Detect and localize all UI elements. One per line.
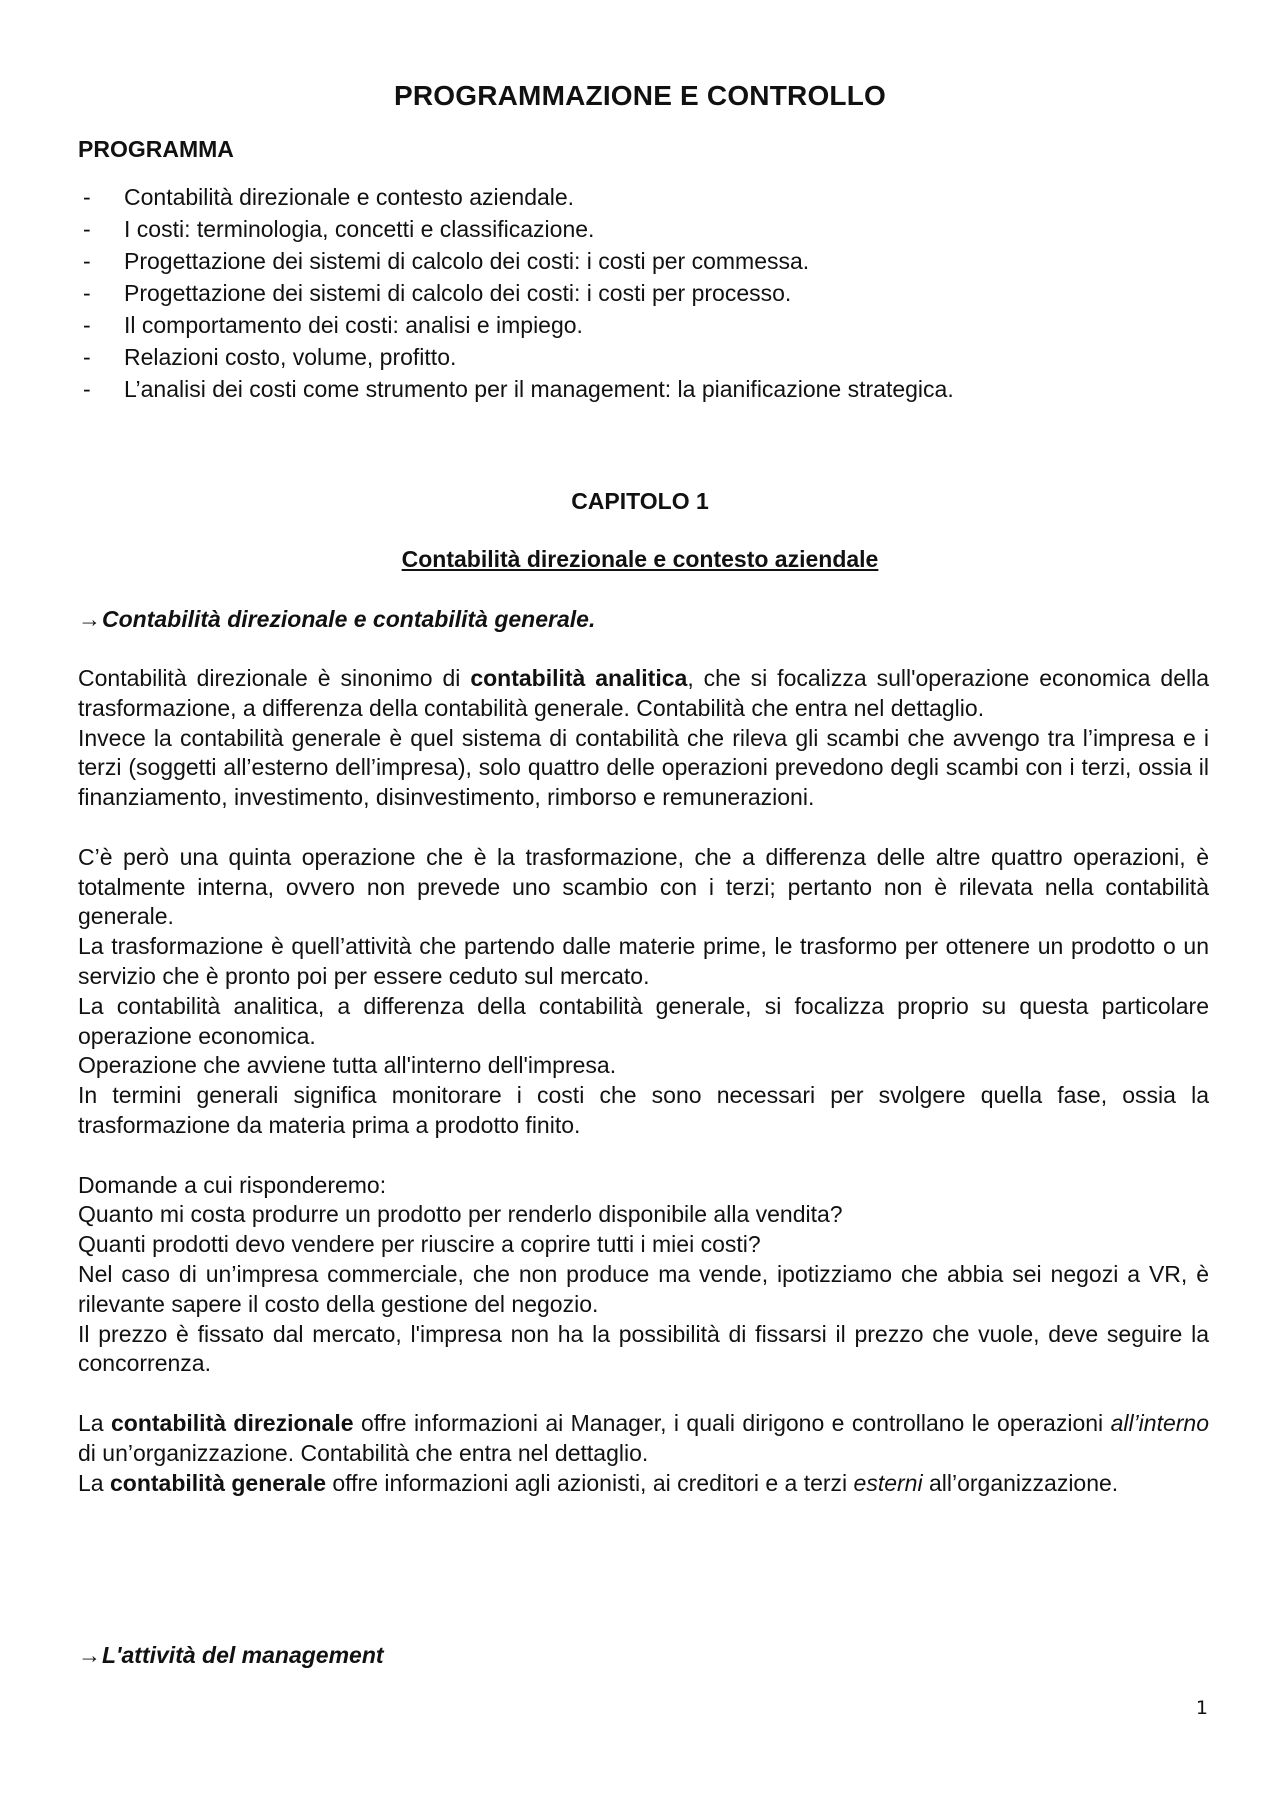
paragraph: Domande a cui risponderemo:: [78, 1171, 387, 1198]
document-title: PROGRAMMAZIONE E CONTROLLO: [393, 80, 887, 111]
paragraph: Quanto mi costa produrre un prodotto per renderlo disponibile alla vendita?: [78, 1201, 843, 1228]
paragraph: In termini generali significa monitorare i costi che sono necessari per svolgere quella fase, ossia la trasformazione da materia prima a prodotto finito.: [78, 1082, 1209, 1138]
dash-bullet: -: [83, 312, 91, 338]
list-item: - Progettazione dei sistemi di calcolo dei costi: i costi per processo.: [78, 277, 1208, 309]
list-item: - Il comportamento dei costi: analisi e impiego.: [78, 309, 1208, 341]
dash-bullet: -: [83, 184, 91, 210]
list-item: - Contabilità direzionale e contesto aziendale.: [78, 181, 1208, 213]
dash-bullet: -: [83, 216, 91, 242]
dash-bullet: -: [83, 344, 91, 370]
paragraph: La trasformazione è quell’attività che partendo dalle materie prime, le trasformo per ottenere un prodotto o un servizio che è pronto poi per essere ceduto sul mercato.: [78, 933, 1209, 989]
paragraph: Contabilità direzionale è sinonimo di contabilità analitica, che si focalizza sull'operazione economica della trasformazione, a differenza della contabilità generale. Contabilità che entra nel dettaglio.: [78, 665, 1209, 721]
list-item: - I costi: terminologia, concetti e classificazione.: [78, 213, 1208, 245]
arrow-right-icon: →: [78, 1642, 101, 1668]
paragraph: Invece la contabilità generale è quel sistema di contabilità che rileva gli scambi che avvengo tra l’impresa e i terzi (soggetti all’esterno dell’impresa), solo quattro delle operazioni prevedono degli scambi con i terzi, ossia il finanziamento, investimento, disinvestimento, rimborso e remunerazioni.: [78, 724, 1209, 811]
dash-bullet: -: [83, 248, 91, 274]
page-number: 1: [1195, 1697, 1208, 1719]
paragraph: La contabilità generale offre informazioni agli azionisti, ai creditori e a terzi esterni all’organizzazione.: [78, 1469, 1119, 1496]
dash-bullet: -: [83, 376, 91, 402]
list-item: - Progettazione dei sistemi di calcolo dei costi: i costi per commessa.: [78, 245, 1208, 277]
arrow-right-icon: →: [78, 606, 101, 632]
section-heading-management: →L'attività del management: [78, 1642, 384, 1668]
list-item: - L’analisi dei costi come strumento per il management: la pianificazione strategica.: [78, 373, 1208, 405]
paragraph: Operazione che avviene tutta all'interno dell'impresa.: [78, 1052, 617, 1079]
dash-bullet: -: [83, 280, 91, 306]
programma-list: [78, 181, 1208, 405]
chapter-subtitle: Contabilità direzionale e contesto aziendale: [401, 546, 879, 572]
section-heading-contabilita: →Contabilità direzionale e contabilità generale.: [78, 606, 596, 632]
list-item: - Relazioni costo, volume, profitto.: [78, 341, 1208, 373]
chapter-label: CAPITOLO 1: [571, 488, 709, 514]
paragraph: Nel caso di un’impresa commerciale, che non produce ma vende, ipotizziamo che abbia sei negozi a VR, è rilevante sapere il costo della gestione del negozio.: [78, 1260, 1209, 1317]
programma-heading: PROGRAMMA: [78, 136, 234, 162]
paragraph: La contabilità direzionale offre informazioni ai Manager, i quali dirigono e controllano le operazioni all’interno di un’organizzazione. Contabilità che entra nel dettaglio.: [78, 1409, 1210, 1466]
paragraph: C’è però una quinta operazione che è la trasformazione, che a differenza delle altre quattro operazioni, è totalmente interna, ovvero non prevede uno scambio con i terzi; pertanto non è rilevata nella contabilità generale.: [78, 843, 1209, 930]
paragraph: La contabilità analitica, a differenza della contabilità generale, si focalizza proprio su questa particolare operazione economica.: [78, 992, 1209, 1049]
paragraph: Quanti prodotti devo vendere per riuscire a coprire tutti i miei costi?: [78, 1231, 761, 1258]
section-body: [78, 664, 1209, 1498]
paragraph: Il prezzo è fissato dal mercato, l'impresa non ha la possibilità di fissarsi il prezzo che vuole, deve seguire la concorrenza.: [78, 1320, 1209, 1377]
